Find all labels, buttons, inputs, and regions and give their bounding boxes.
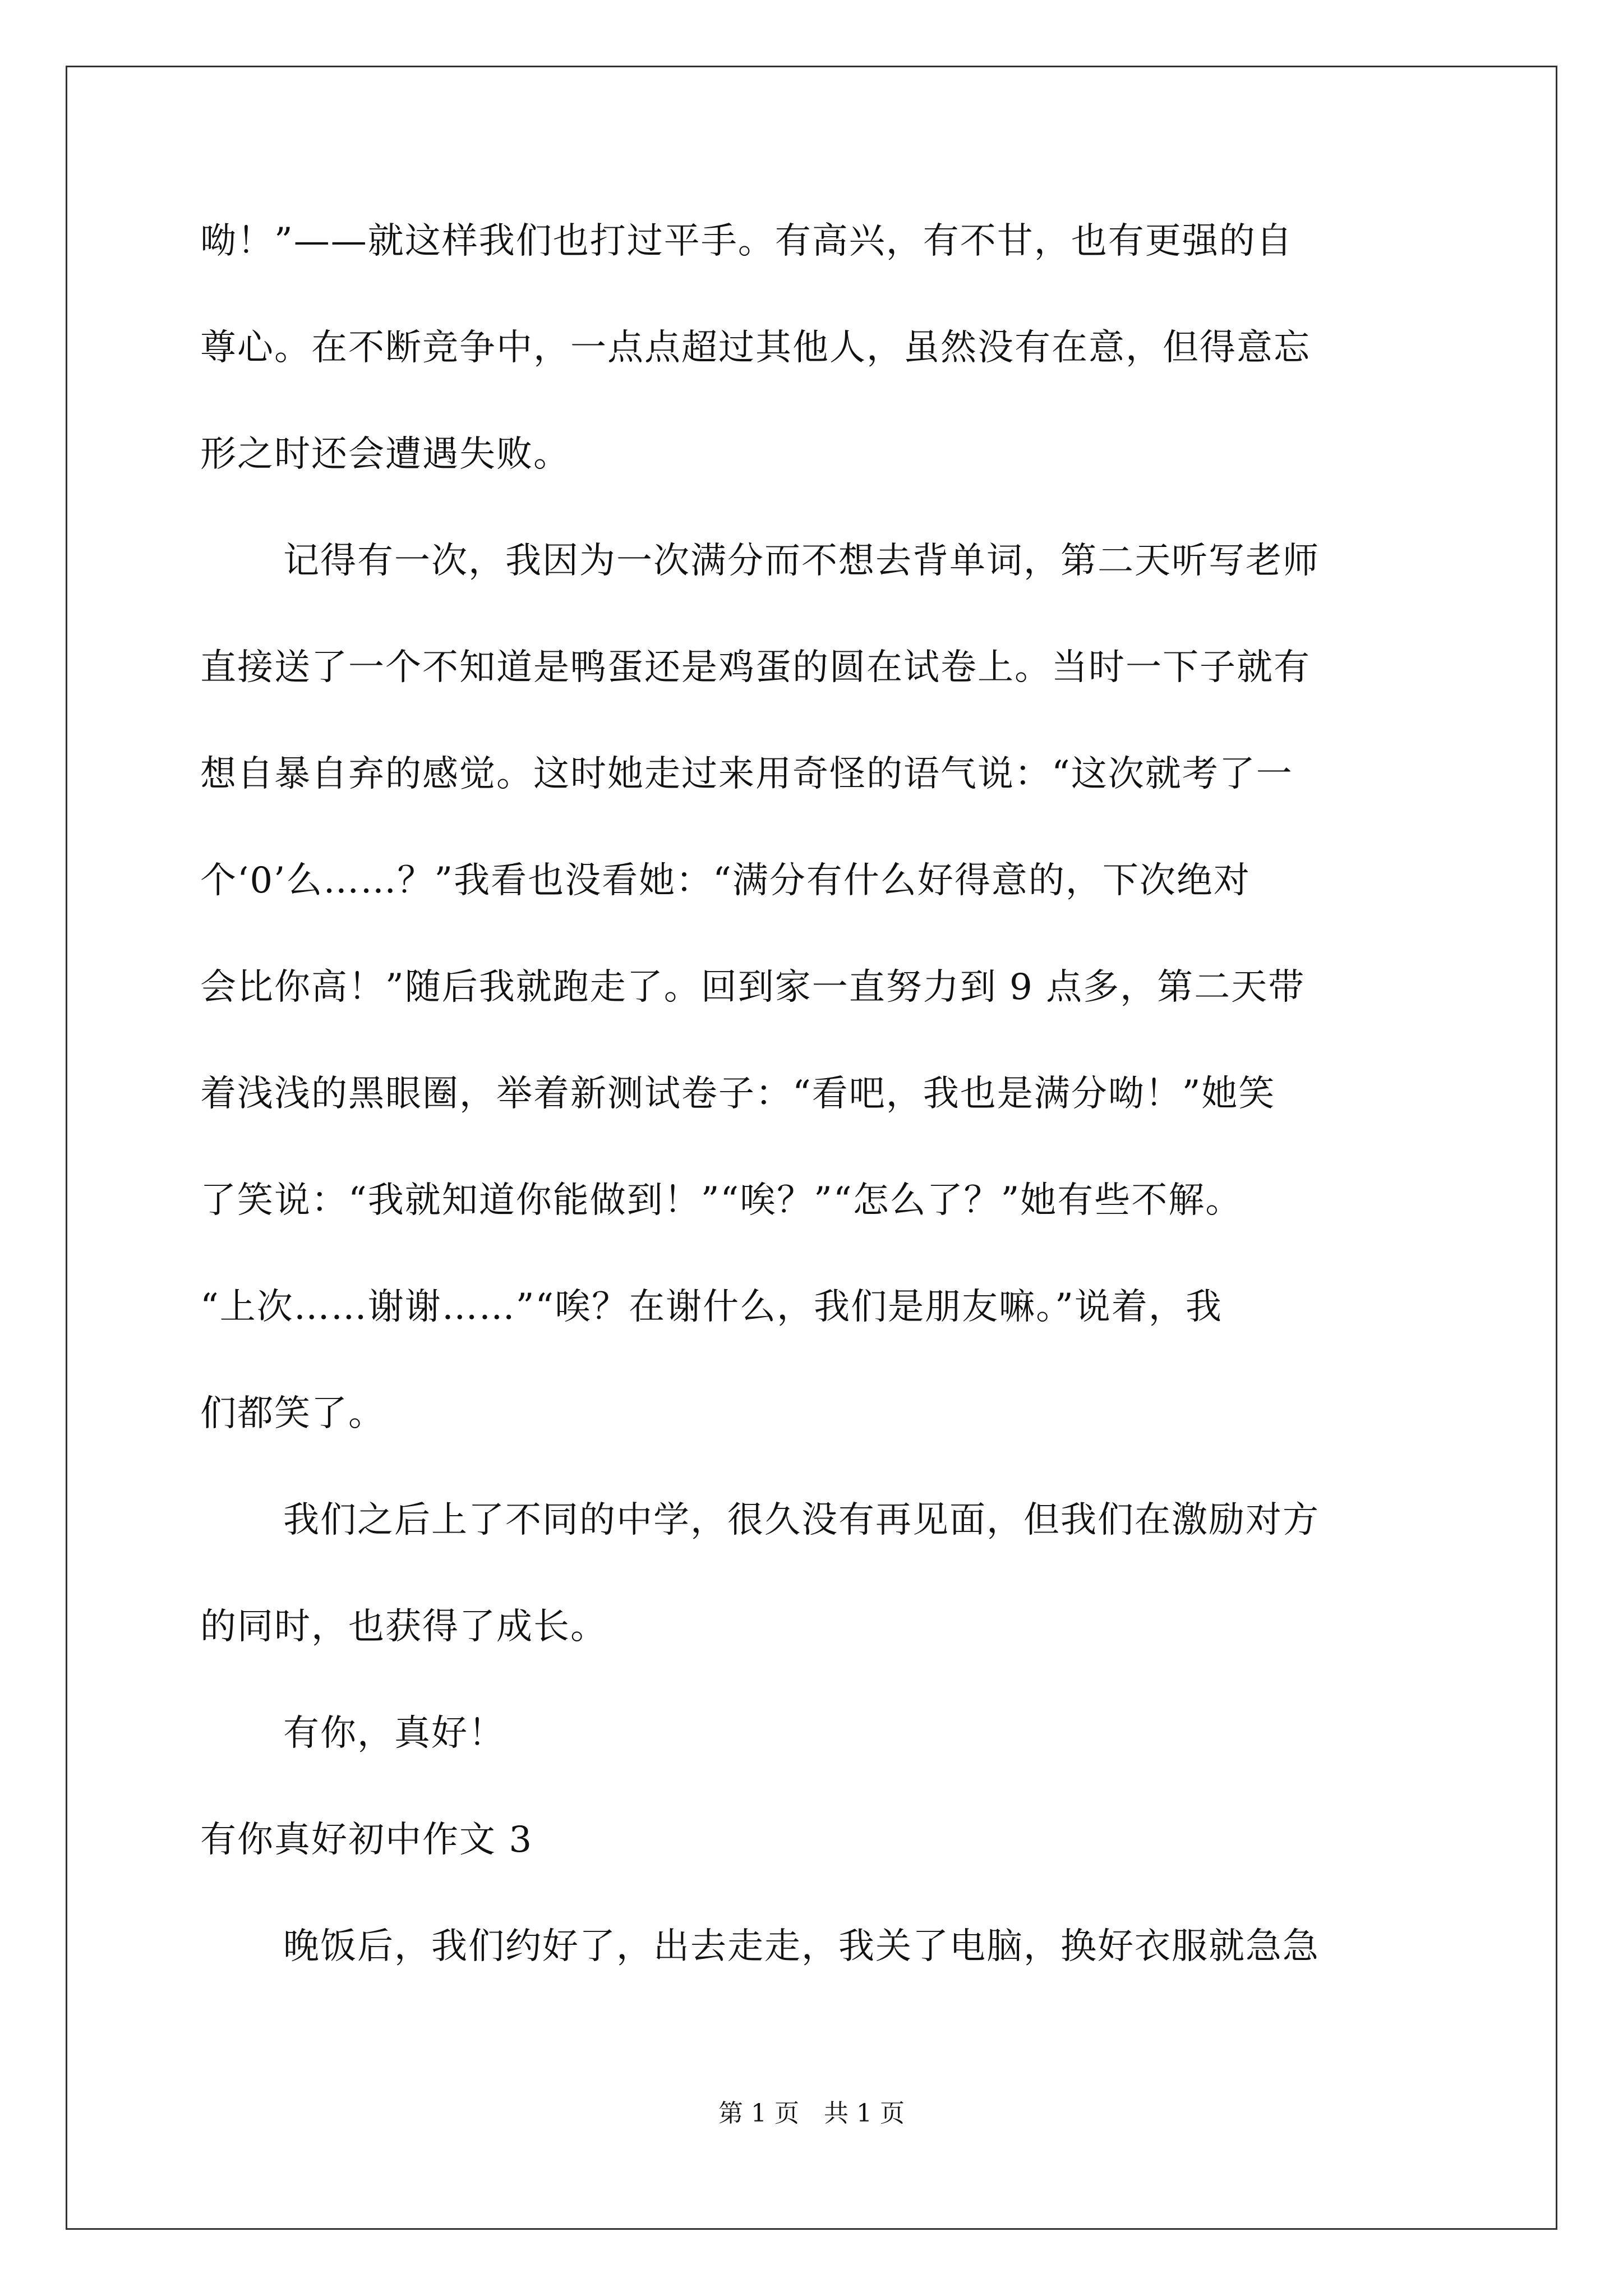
text-line: 想自暴自弃的感觉。这时她走过来用奇怪的语气说：“这次就考了一 <box>200 753 1293 795</box>
text-line: 个‘0’么……？”我看也没看她：“满分有什么好得意的，下次绝对 <box>200 860 1251 901</box>
text-line: 了笑说：“我就知道你能做到！”“唉？”“怎么了？”她有些不解。 <box>200 1180 1243 1221</box>
text-line: 着浅浅的黑眼圈，举着新测试卷子：“看吧，我也是满分呦！”她笑 <box>200 1073 1276 1115</box>
paragraph-start-line: 记得有一次，我因为一次满分而不想去背单词，第二天听写老师 <box>283 540 1320 582</box>
text-line: 们都笑了。 <box>200 1393 385 1434</box>
text-line: 呦！”——就这样我们也打过平手。有高兴，有不甘，也有更强的自 <box>200 220 1293 262</box>
paragraph-start-line: 晚饭后，我们约好了，出去走走，我关了电脑，换好衣服就急急 <box>283 1926 1320 1967</box>
page-footer: 第 1 页 共 1 页 <box>718 2099 905 2128</box>
text-line: 会比你高！”随后我就跑走了。回到家一直努力到 9 点多，第二天带 <box>200 967 1306 1008</box>
section-heading: 有你真好初中作文 3 <box>200 1819 533 1861</box>
text-line: 直接送了一个不知道是鸭蛋还是鸡蛋的圆在试卷上。当时一下子就有 <box>200 647 1311 688</box>
text-line: 的同时，也获得了成长。 <box>200 1606 607 1648</box>
paragraph-start-line: 我们之后上了不同的中学，很久没有再见面，但我们在激励对方 <box>283 1499 1320 1541</box>
text-line: 形之时还会遭遇失败。 <box>200 434 570 475</box>
text-line: “上次……谢谢……”“唉？在谢什么，我们是朋友嘛。”说着，我 <box>200 1286 1223 1328</box>
text-line: 尊心。在不断竞争中，一点点超过其他人，虽然没有在意，但得意忘 <box>200 327 1311 369</box>
paragraph-start-line: 有你，真好！ <box>283 1713 505 1754</box>
page-border <box>66 66 1557 2230</box>
